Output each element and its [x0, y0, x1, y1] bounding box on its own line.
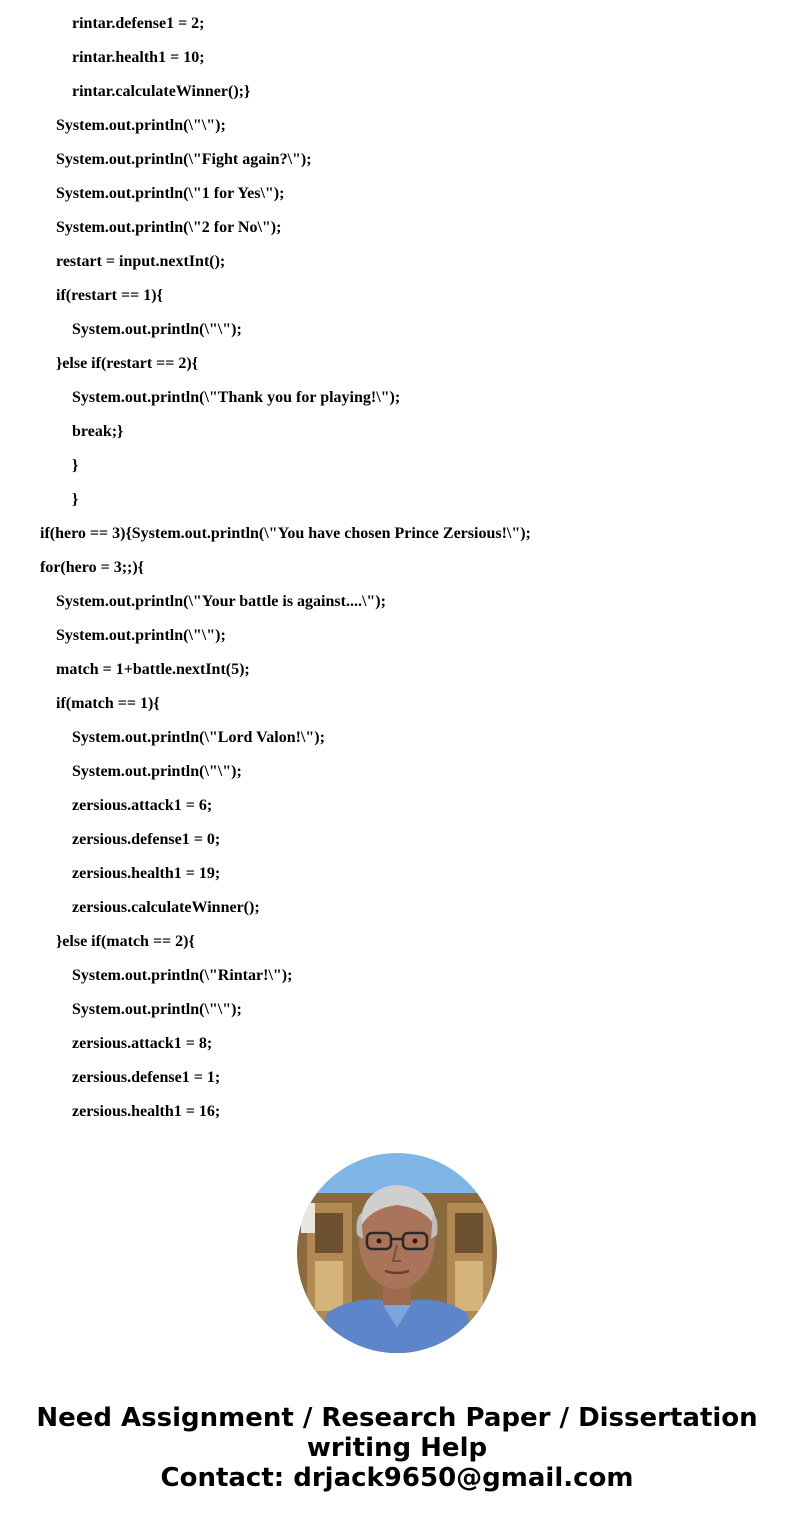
code-line: System.out.println(\"\"); — [72, 1001, 242, 1018]
code-line: zersious.attack1 = 8; — [72, 1035, 213, 1052]
code-line: System.out.println(\"2 for No\"); — [56, 219, 282, 236]
code-line: break;} — [72, 423, 124, 440]
code-line: for(hero = 3;;){ — [40, 559, 144, 576]
portrait-icon — [297, 1153, 497, 1353]
code-line: restart = input.nextInt(); — [56, 253, 226, 270]
code-line: rintar.calculateWinner();} — [72, 83, 251, 100]
code-line: System.out.println(\"\"); — [72, 321, 242, 338]
code-line: zersious.health1 = 19; — [72, 865, 221, 882]
code-line: }else if(restart == 2){ — [56, 355, 199, 372]
code-line: } — [72, 457, 79, 474]
code-line: match = 1+battle.nextInt(5); — [56, 661, 250, 678]
code-listing — [0, 7, 794, 1129]
code-line: zersious.calculateWinner(); — [72, 899, 260, 916]
contact-headline: Need Assignment / Research Paper / Dissertation — [36, 1403, 758, 1433]
code-line: System.out.println(\"1 for Yes\"); — [56, 185, 285, 202]
code-line: } — [72, 491, 79, 508]
code-line: System.out.println(\"Fight again?\"); — [56, 151, 312, 168]
contact-subheadline: writing Help — [306, 1433, 488, 1463]
code-line: rintar.health1 = 10; — [72, 49, 205, 66]
code-line: System.out.println(\"Thank you for playing!\"); — [72, 389, 401, 406]
code-line: rintar.defense1 = 2; — [72, 15, 205, 32]
code-line: zersious.defense1 = 0; — [72, 831, 221, 848]
code-line: System.out.println(\"Lord Valon!\"); — [72, 729, 325, 746]
code-line: zersious.defense1 = 1; — [72, 1069, 221, 1086]
code-line: System.out.println(\"\"); — [56, 117, 226, 134]
code-line: }else if(match == 2){ — [56, 933, 195, 950]
code-line: if(hero == 3){System.out.println(\"You have chosen Prince Zersious!\"); — [40, 525, 531, 542]
code-line: zersious.health1 = 16; — [72, 1103, 221, 1120]
author-avatar — [297, 1153, 497, 1353]
contact-email: Contact: drjack9650@gmail.com — [160, 1463, 634, 1493]
code-line: zersious.attack1 = 6; — [72, 797, 213, 814]
contact-banner — [0, 1403, 794, 1493]
code-line: System.out.println(\"\"); — [72, 763, 242, 780]
code-line: if(match == 1){ — [56, 695, 160, 712]
code-line: System.out.println(\"Rintar!\"); — [72, 967, 293, 984]
code-line: System.out.println(\"Your battle is against....\"); — [56, 593, 386, 610]
code-line: System.out.println(\"\"); — [56, 627, 226, 644]
code-line: if(restart == 1){ — [56, 287, 163, 304]
